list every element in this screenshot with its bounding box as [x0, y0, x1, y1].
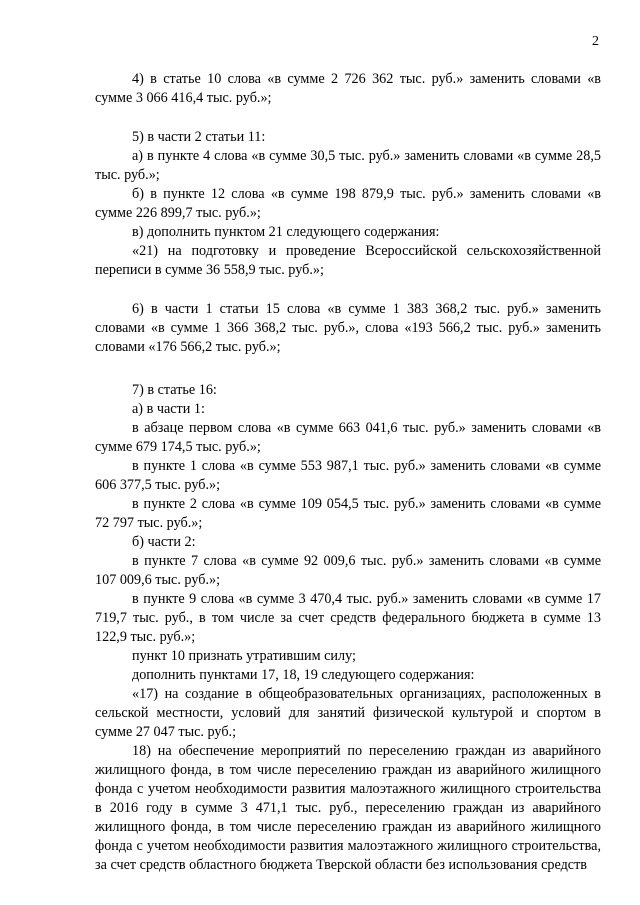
paragraph-art11-header: 5) в части 2 статьи 11: [132, 129, 266, 145]
spacer [95, 280, 601, 300]
paragraph-art16-item10: пункт 10 признать утратившим силу; [132, 648, 356, 664]
paragraph-art15: 6) в части 1 статьи 15 слова «в сумме 1 383 368,2 тыс. руб.» заменить словами «в сумме 1 366 368,2 тыс. руб.», слова «193 566,2 тыс. руб.» заменить словами «176 566,2 тыс. руб.»; [95, 301, 601, 355]
paragraph-art16-a-item2: в пункте 2 слова «в сумме 109 054,5 тыс. руб.» заменить словами «в сумме 72 797 тыс. руб.»; [95, 496, 601, 531]
paragraph-art16-b-item7: в пункте 7 слова «в сумме 92 009,6 тыс. руб.» заменить словами «в сумме 107 009,6 тыс. руб.»; [95, 553, 601, 588]
paragraph-art16-a-item1: в пункте 1 слова «в сумме 553 987,1 тыс. руб.» заменить словами «в сумме 606 377,5 тыс. руб.»; [95, 458, 601, 493]
paragraph-art11-c: в) дополнить пунктом 21 следующего содержания: [132, 224, 440, 240]
paragraph-art16-a: а) в части 1: [132, 401, 205, 417]
paragraph-art10: 4) в статье 10 слова «в сумме 2 726 362 тыс. руб.» заменить словами «в сумме 3 066 416,4 тыс. руб.»; [95, 71, 601, 106]
paragraph-art11-item21: «21) на подготовку и проведение Всероссийской сельскохозяйственной переписи в сумме 36 558,9 тыс. руб.»; [95, 243, 601, 278]
paragraph-art11-a: а) в пункте 4 слова «в сумме 30,5 тыс. руб.» заменить словами «в сумме 28,5 тыс. руб.»; [95, 148, 601, 183]
paragraph-art16-add: дополнить пунктами 17, 18, 19 следующего содержания: [132, 667, 475, 683]
paragraph-art11-b: б) в пункте 12 слова «в сумме 198 879,9 тыс. руб.» заменить словами «в сумме 226 899,7 тыс. руб.»; [95, 186, 601, 221]
paragraph-art16-b-item9: в пункте 9 слова «в сумме 3 470,4 тыс. руб.» заменить словами «в сумме 17 719,7 тыс. руб., в том числе за счет средств федерального бюджета в сумме 13 122,9 тыс. руб.»; [95, 591, 601, 645]
document-body [95, 70, 601, 875]
spacer [95, 108, 601, 128]
spacer [95, 357, 601, 381]
paragraph-art16-a-intro: в абзаце первом слова «в сумме 663 041,6 тыс. руб.» заменить словами «в сумме 679 174,5 тыс. руб.»; [95, 420, 601, 455]
paragraph-art16-b: б) части 2: [132, 534, 196, 550]
paragraph-art16-item18: 18) на обеспечение мероприятий по переселению граждан из аварийного жилищного фонда, в том числе переселению граждан из аварийного жилищного фонда с учетом необходимости развития малоэтажного жилищного строительства в 2016 году в сумме 3 471,1 тыс. руб., переселению граждан из аварийного жилищного фонда, в том числе переселению граждан из аварийного жилищного фонда с учетом необходимости развития малоэтажного жилищного строительства, за счет средств областного бюджета Тверской области без использования средств [95, 743, 601, 873]
paragraph-art16-item17: «17) на создание в общеобразовательных организациях, расположенных в сельской местности, условий для занятий физической культурой и спортом в сумме 27 047 тыс. руб.; [95, 686, 601, 740]
paragraph-art16-header: 7) в статье 16: [132, 382, 217, 398]
page-number: 2 [592, 34, 599, 49]
